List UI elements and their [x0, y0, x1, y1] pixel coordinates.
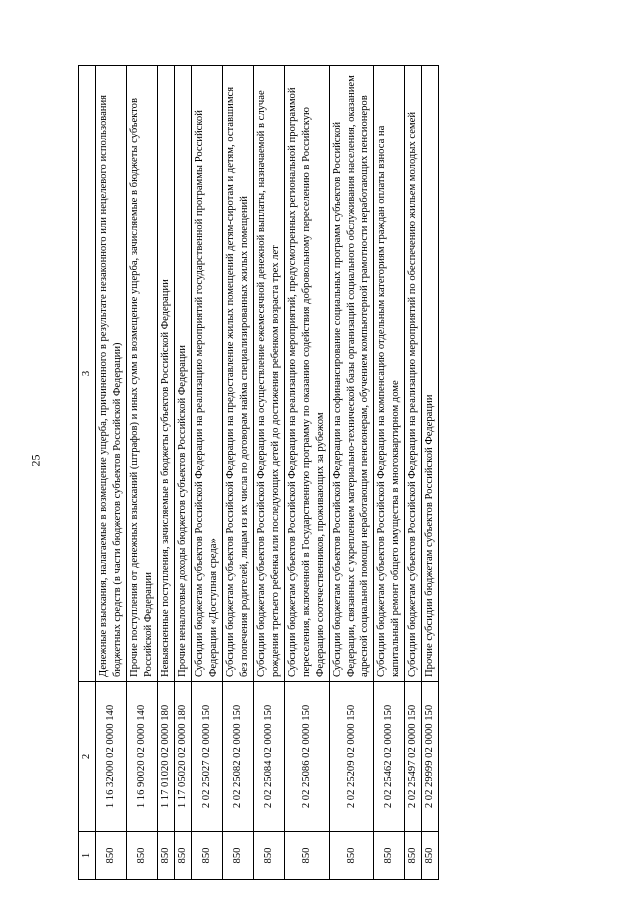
- header-cell-2: 2: [79, 682, 96, 832]
- budget-classification-code-cell: 1 17 05020 02 0000 180: [174, 682, 191, 832]
- table-row: [374, 66, 405, 880]
- revenue-name-cell: Прочие неналоговые доходы бюджетов субъектов Российской Федерации: [174, 66, 191, 682]
- table-row: [405, 66, 422, 880]
- table-row: [174, 66, 191, 880]
- budget-classification-code-cell: 2 02 25082 02 0000 150: [222, 682, 253, 832]
- budget-classification-code-cell: 2 02 29999 02 0000 150: [422, 682, 439, 832]
- admin-code-cell: 850: [329, 832, 374, 880]
- budget-classification-code-cell: 2 02 25086 02 0000 150: [284, 682, 329, 832]
- table-body: [96, 66, 439, 880]
- header-cell-1: 1: [79, 832, 96, 880]
- admin-code-cell: 850: [222, 832, 253, 880]
- admin-code-cell: 850: [96, 832, 127, 880]
- revenue-name-cell: Субсидии бюджетам субъектов Российской Федерации на осуществление ежемесячной денежной выплаты, назначаемой в случае рождения третьего ребенка или последующих детей до достижения ребенком возраста трех лет: [253, 66, 284, 682]
- rotated-table-container: [78, 65, 604, 880]
- revenue-name-cell: Субсидии бюджетам субъектов Российской Федерации на софинансирование социальных программ субъектов Российской Федерации, связанных с укреплением материально-технической базы организаций социального обслуживания населения, оказанием адресной социальной помощи неработающим пенсионерам, обучением компьютерной грамотности неработающих пенсионеров: [329, 66, 374, 682]
- budget-classification-code-cell: 2 02 25209 02 0000 150: [329, 682, 374, 832]
- table-row: [253, 66, 284, 880]
- admin-code-cell: 850: [374, 832, 405, 880]
- table-row: [284, 66, 329, 880]
- budget-classification-code-cell: 2 02 25497 02 0000 150: [405, 682, 422, 832]
- table-row: [191, 66, 222, 880]
- admin-code-cell: 850: [126, 832, 157, 880]
- admin-code-cell: 850: [405, 832, 422, 880]
- table-row: [126, 66, 157, 880]
- revenue-name-cell: Прочие субсидии бюджетам субъектов Российской Федерации: [422, 66, 439, 682]
- budget-classification-code-cell: 2 02 25084 02 0000 150: [253, 682, 284, 832]
- table-row: [157, 66, 174, 880]
- page-number: 25: [28, 454, 43, 466]
- revenue-name-cell: Субсидии бюджетам субъектов Российской Федерации на компенсацию отдельным категориям граждан оплаты взноса на капитальный ремонт общего имущества в многоквартирном доме: [374, 66, 405, 682]
- revenue-name-cell: Денежные взыскания, налагаемые в возмещение ущерба, причиненного в результате незаконного или нецелевого использования бюджетных средств (в части бюджетов субъектов Российской Федерации): [96, 66, 127, 682]
- revenue-codes-table: [78, 65, 439, 880]
- table-row: [422, 66, 439, 880]
- admin-code-cell: 850: [157, 832, 174, 880]
- budget-classification-code-cell: 2 02 25462 02 0000 150: [374, 682, 405, 832]
- admin-code-cell: 850: [284, 832, 329, 880]
- table-row: [329, 66, 374, 880]
- table-row: [96, 66, 127, 880]
- admin-code-cell: 850: [191, 832, 222, 880]
- revenue-name-cell: Прочие поступления от денежных взысканий (штрафов) и иных сумм в возмещение ущерба, зачисляемые в бюджеты субъектов Российской Федерации: [126, 66, 157, 682]
- revenue-name-cell: Субсидии бюджетам субъектов Российской Федерации на реализацию мероприятий по обеспечению жильем молодых семей: [405, 66, 422, 682]
- budget-classification-code-cell: 1 16 90020 02 0000 140: [126, 682, 157, 832]
- revenue-name-cell: Субсидии бюджетам субъектов Российской Федерации на реализацию мероприятий государственной программы Российской Федерации «Доступная среда»: [191, 66, 222, 682]
- revenue-name-cell: Субсидии бюджетам субъектов Российской Федерации на реализацию мероприятий, предусмотренных региональной программой переселения, включенной в Государственную программу по оказанию содействия добровольному переселению в Российскую Федерацию соотечественников, проживающих за рубежом: [284, 66, 329, 682]
- budget-classification-code-cell: 1 16 32000 02 0000 140: [96, 682, 127, 832]
- revenue-name-cell: Невыясненные поступления, зачисляемые в бюджеты субъектов Российской Федерации: [157, 66, 174, 682]
- table-header-row: [79, 66, 96, 880]
- table-row: [222, 66, 253, 880]
- admin-code-cell: 850: [174, 832, 191, 880]
- admin-code-cell: 850: [422, 832, 439, 880]
- header-cell-3: 3: [79, 66, 96, 682]
- admin-code-cell: 850: [253, 832, 284, 880]
- budget-classification-code-cell: 1 17 01020 02 0000 180: [157, 682, 174, 832]
- budget-classification-code-cell: 2 02 25027 02 0000 150: [191, 682, 222, 832]
- revenue-name-cell: Субсидии бюджетам субъектов Российской Федерации на предоставление жилых помещений детям-сиротам и детям, оставшимся без попечения родителей, лицам из их числа по договорам найма специализированных жилых помещений: [222, 66, 253, 682]
